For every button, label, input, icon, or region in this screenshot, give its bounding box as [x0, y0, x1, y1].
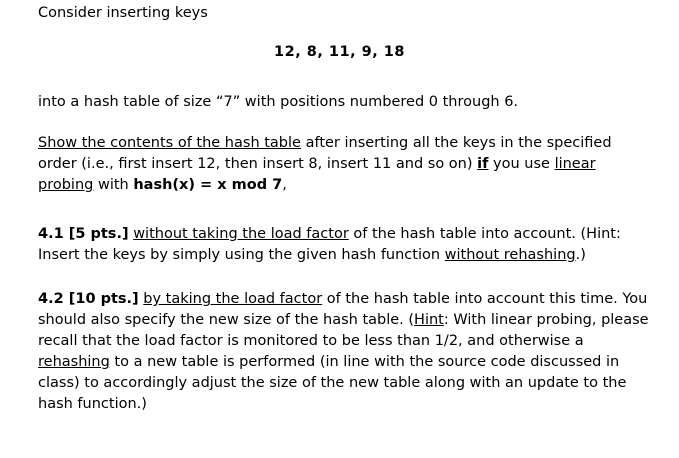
- instructions-text-2: you use: [488, 156, 555, 172]
- instructions-text-4: ,: [282, 177, 287, 193]
- instructions-text-3: with: [93, 177, 134, 193]
- instructions-text-1: after inserting all the keys in the specified order (i.e., first insert 12, then insert 8, insert 11 and so on): [38, 135, 612, 172]
- intro-text: Consider inserting keys: [38, 5, 208, 21]
- hash-function: hash(x) = x mod 7: [133, 177, 283, 193]
- linear-probing-phrase: linear probing: [38, 156, 596, 193]
- question-4-2-text-2: : With linear probing, please recall that the load factor is monitored to be less than 1/2, and otherwise a: [38, 312, 649, 349]
- question-4-2-text-3: to a new table is performed (in line with the source code discussed in class) to accordingly adjust the size of the new table along with an update to the hash function.): [38, 354, 627, 412]
- show-contents-phrase: Show the contents of the hash table: [38, 135, 301, 151]
- table-description: into a hash table of size “7” with positions numbered 0 through 6.: [38, 94, 519, 110]
- rehashing-word: rehashing: [38, 354, 110, 370]
- keys-list: 12, 8, 11, 9, 18: [274, 44, 405, 60]
- question-4-1-text-1: of the hash table into account. (Hint: Insert the keys by simply using the given hash function: [38, 226, 621, 263]
- instructions-paragraph: [38, 133, 650, 196]
- question-4-1: [38, 224, 650, 266]
- if-word: if: [477, 156, 489, 172]
- question-4-2-label: 4.2 [10 pts.]: [38, 291, 139, 307]
- question-4-1-label: 4.1 [5 pts.]: [38, 226, 129, 242]
- by-load-factor-phrase: by taking the load factor: [143, 291, 323, 307]
- question-4-2: [38, 289, 650, 415]
- hint-word: Hint: [414, 312, 444, 328]
- without-rehashing-phrase: without rehashing: [444, 247, 576, 263]
- question-4-1-text-2: .): [575, 247, 586, 263]
- question-4-2-text-1: of the hash table into account this time. You should also specify the new size of the hash table. (: [38, 291, 648, 328]
- without-load-factor-phrase: without taking the load factor: [133, 226, 349, 242]
